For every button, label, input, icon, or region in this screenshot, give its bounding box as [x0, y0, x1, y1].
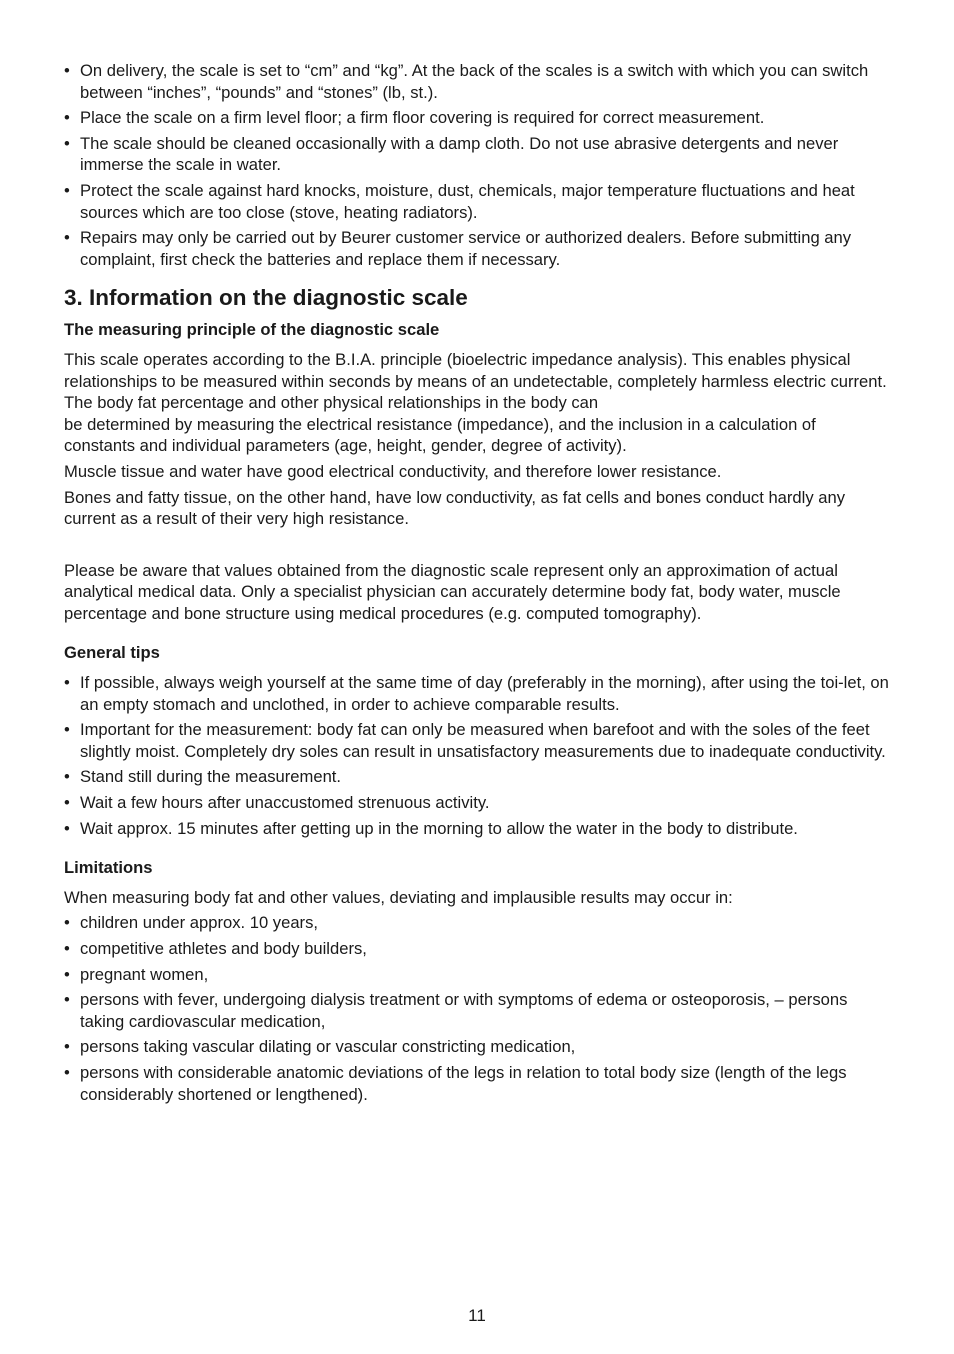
principle-paragraph-1-line-1: This scale operates according to the B.I.A. principle (bioelectric impedance analysis). This enables physical relationships to be measured within seconds by means of an undetectable, completely harmless electric current. The body fat percentage and other physical relationships in the body can — [64, 349, 887, 413]
principle-paragraph-1 — [64, 349, 890, 457]
list-item: • competitive athletes and body builders, — [64, 938, 890, 960]
principle-heading: The measuring principle of the diagnostic scale — [64, 320, 440, 340]
list-item: • If possible, always weigh yourself at the same time of day (preferably in the morning), after using the toi-let, on an empty stomach and unclothed, in order to achieve comparable results. — [64, 672, 890, 715]
page-number: 11 — [468, 1306, 486, 1325]
list-item: • Protect the scale against hard knocks, moisture, dust, chemicals, major temperature fluctuations and heat sources which are too close (stove, heating radiators). — [64, 180, 890, 223]
principle-paragraph-2: Muscle tissue and water have good electrical conductivity, and therefore lower resistance. — [64, 461, 722, 481]
limitations-heading: Limitations — [64, 858, 153, 878]
list-item: • persons with considerable anatomic deviations of the legs in relation to total body size (length of the legs considerably shortened or lengthened). — [64, 1062, 890, 1105]
list-item: • pregnant women, — [64, 964, 890, 986]
spacer — [64, 534, 890, 560]
principle-paragraph-4: Please be aware that values obtained from the diagnostic scale represent only an approximation of actual analytical medical data. Only a specialist physician can accurately determine body fat, body water, muscle percentage and bone structure using medical procedures (e.g. computed tomography). — [64, 560, 841, 623]
list-item: • The scale should be cleaned occasionally with a damp cloth. Do not use abrasive detergents and never immerse the scale in water. — [64, 133, 890, 176]
limitations-intro: When measuring body fat and other values, deviating and implausible results may occur in: — [64, 887, 733, 907]
principle-paragraph-1-line-2: be determined by measuring the electrical resistance (impedance), and the inclusion in a calculation of constants and individual parameters (age, height, gender, degree of activity). — [64, 414, 816, 456]
page-content — [64, 60, 890, 1109]
list-item: • Wait approx. 15 minutes after getting up in the morning to allow the water in the body to distribute. — [64, 818, 890, 840]
tips-list — [64, 672, 890, 839]
list-item: • Important for the measurement: body fat can only be measured when barefoot and with the soles of the feet slightly moist. Completely dry soles can result in unsatisfactory measurements due to inadequate conductivity. — [64, 719, 890, 762]
principle-paragraph-3: Bones and fatty tissue, on the other hand, have low conductivity, as fat cells and bones conduct hardly any current as a result of their very high resistance. — [64, 487, 845, 529]
section-title: 3. Information on the diagnostic scale — [64, 285, 468, 311]
list-item: • persons with fever, undergoing dialysis treatment or with symptoms of edema or osteoporosis, – persons taking cardiovascular medication, — [64, 989, 890, 1032]
intro-bullet-list — [64, 60, 890, 270]
list-item: • Place the scale on a firm level floor; a firm floor covering is required for correct measurement. — [64, 107, 890, 129]
list-item: • children under approx. 10 years, — [64, 912, 890, 934]
list-item: • persons taking vascular dilating or vascular constricting medication, — [64, 1036, 890, 1058]
list-item: • Repairs may only be carried out by Beurer customer service or authorized dealers. Before submitting any complaint, first check the batteries and replace them if necessary. — [64, 227, 890, 270]
list-item: • Stand still during the measurement. — [64, 766, 890, 788]
list-item: • On delivery, the scale is set to “cm” and “kg”. At the back of the scales is a switch with which you can switch between “inches”, “pounds” and “stones” (lb, st.). — [64, 60, 890, 103]
limitations-list — [64, 912, 890, 1105]
list-item: • Wait a few hours after unaccustomed strenuous activity. — [64, 792, 890, 814]
tips-heading: General tips — [64, 643, 160, 663]
